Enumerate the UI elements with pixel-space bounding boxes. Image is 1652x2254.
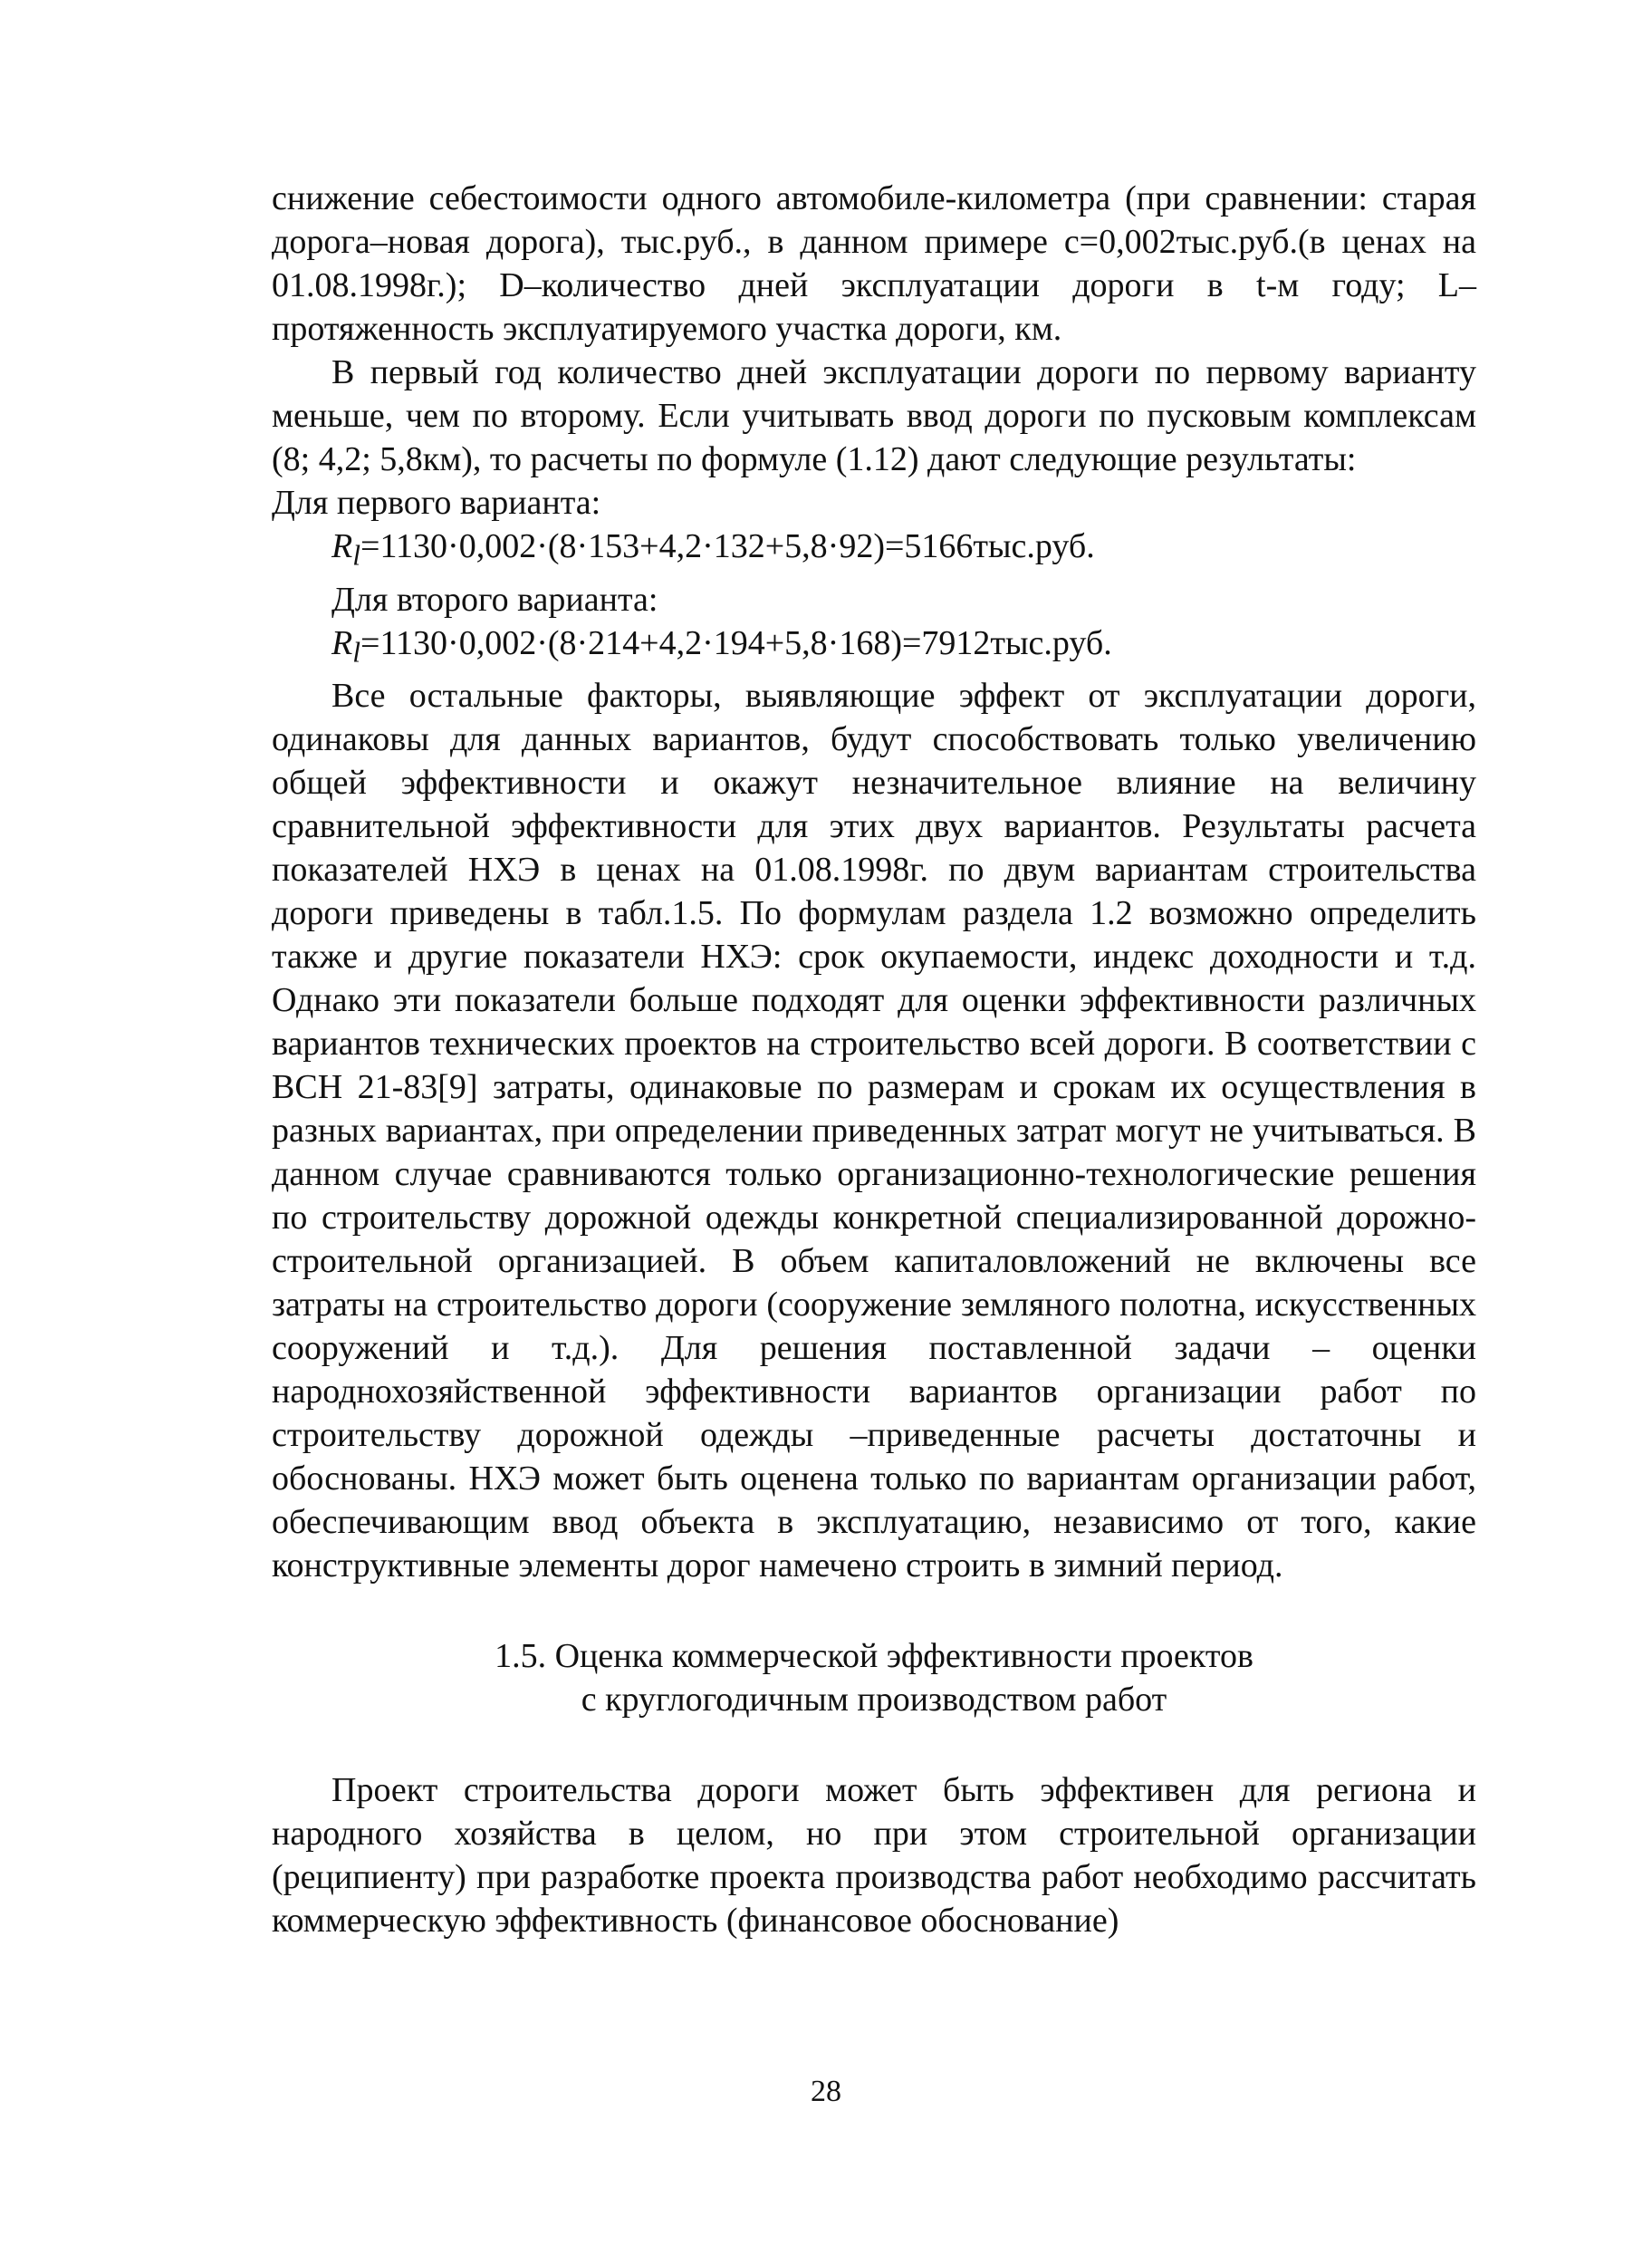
variant-2-label: Для второго варианта: (331, 580, 658, 619)
paragraph-other-factors: Все остальные факторы, выявляющие эффект от эксплуатации дороги, одинаковы для данных вариантов, будут способствовать только увеличению общей эффективности и окажут незначительное влияние на величину сравнительной эффективности для этих двух вариантов. Результаты расчета показателей НХЭ в ценах на 01.08.1998г. по двум вариантам строительства дороги приведены в табл.1.5. По формулам раздела 1.2 возможно определить также и другие показатели НХЭ: срок окупаемости, индекс доходности и т.д. Однако эти показатели больше подходят для оценки эффективности различных вариантов технических проектов на строительство всей дороги. В соответствии с ВСН 21-83[9] затраты, одинаковые по размерам и срокам их осуществления в разных вариантах, при определении приведенных затрат могут не учитываться. В данном случае сравниваются только организационно-технологические решения по строительству дорожной одежды конкретной специализированной дорожно-строительной организацией. В объем капиталовложений не включены все затраты на строительство дороги (сооружение земляного полотна, искусственных сооружений и т.д.). Для решения поставленной задачи – оценки народнохозяйственной эффективности вариантов организации работ по строительству дорожной одежды –приведенные расчеты достаточны и обоснованы. НХЭ может быть оценена только по вариантам организации работ, обеспечивающим ввод объекта в эксплуатацию, независимо от того, какие конструктивные элементы дорог намечено строить в зимний период. (272, 677, 1476, 1585)
section-heading-line-2: с круглогодичным производством работ (581, 1681, 1167, 1719)
formula-expression: =1130·0,002·(8·153+4,2·132+5,8·92)=5166тыс.руб. (360, 527, 1095, 565)
formula-variable: R (331, 527, 353, 565)
section-heading-line-1: 1.5. Оценка коммерческой эффективности проектов (495, 1637, 1253, 1676)
variant-2-formula (272, 621, 1476, 675)
variant-1-formula (272, 525, 1476, 578)
paragraph-cost-definition: снижение себестоимости одного автомобиле-километра (при сравнении: старая дорога–новая дорога), тыс.руб., в данном примере c=0,002тыс.руб.(в ценах на 01.08.1998г.); D–количество дней эксплуатации дороги в t-м году; L–протяженность эксплуатируемого участка дороги, км. (272, 179, 1476, 348)
section-heading (272, 1634, 1476, 1721)
formula-subscript: l (352, 539, 361, 572)
variant-1-label: Для первого варианта: (272, 484, 601, 522)
formula-variable: R (331, 623, 353, 662)
formula-expression: =1130·0,002·(8·214+4,2·194+5,8·168)=7912тыс.руб. (360, 623, 1112, 662)
paragraph-first-year: В первый год количество дней эксплуатации дороги по первому варианту меньше, чем по второму. Если учитывать ввод дороги по пусковым комплексам (8; 4,2; 5,8км), то расчеты по формуле (1.12) дают следующие результаты: (272, 353, 1476, 478)
paragraph-commercial-efficiency: Проект строительства дороги может быть эффективен для региона и народного хозяйства в целом, но при этом строительной организации (реципиенту) при разработке проекта производства работ необходимо рассчитать коммерческую эффективность (финансовое обоснование) (272, 1771, 1476, 1941)
page-number: 28 (811, 2075, 841, 2108)
document-page (272, 177, 1476, 1942)
formula-subscript: l (352, 636, 361, 669)
